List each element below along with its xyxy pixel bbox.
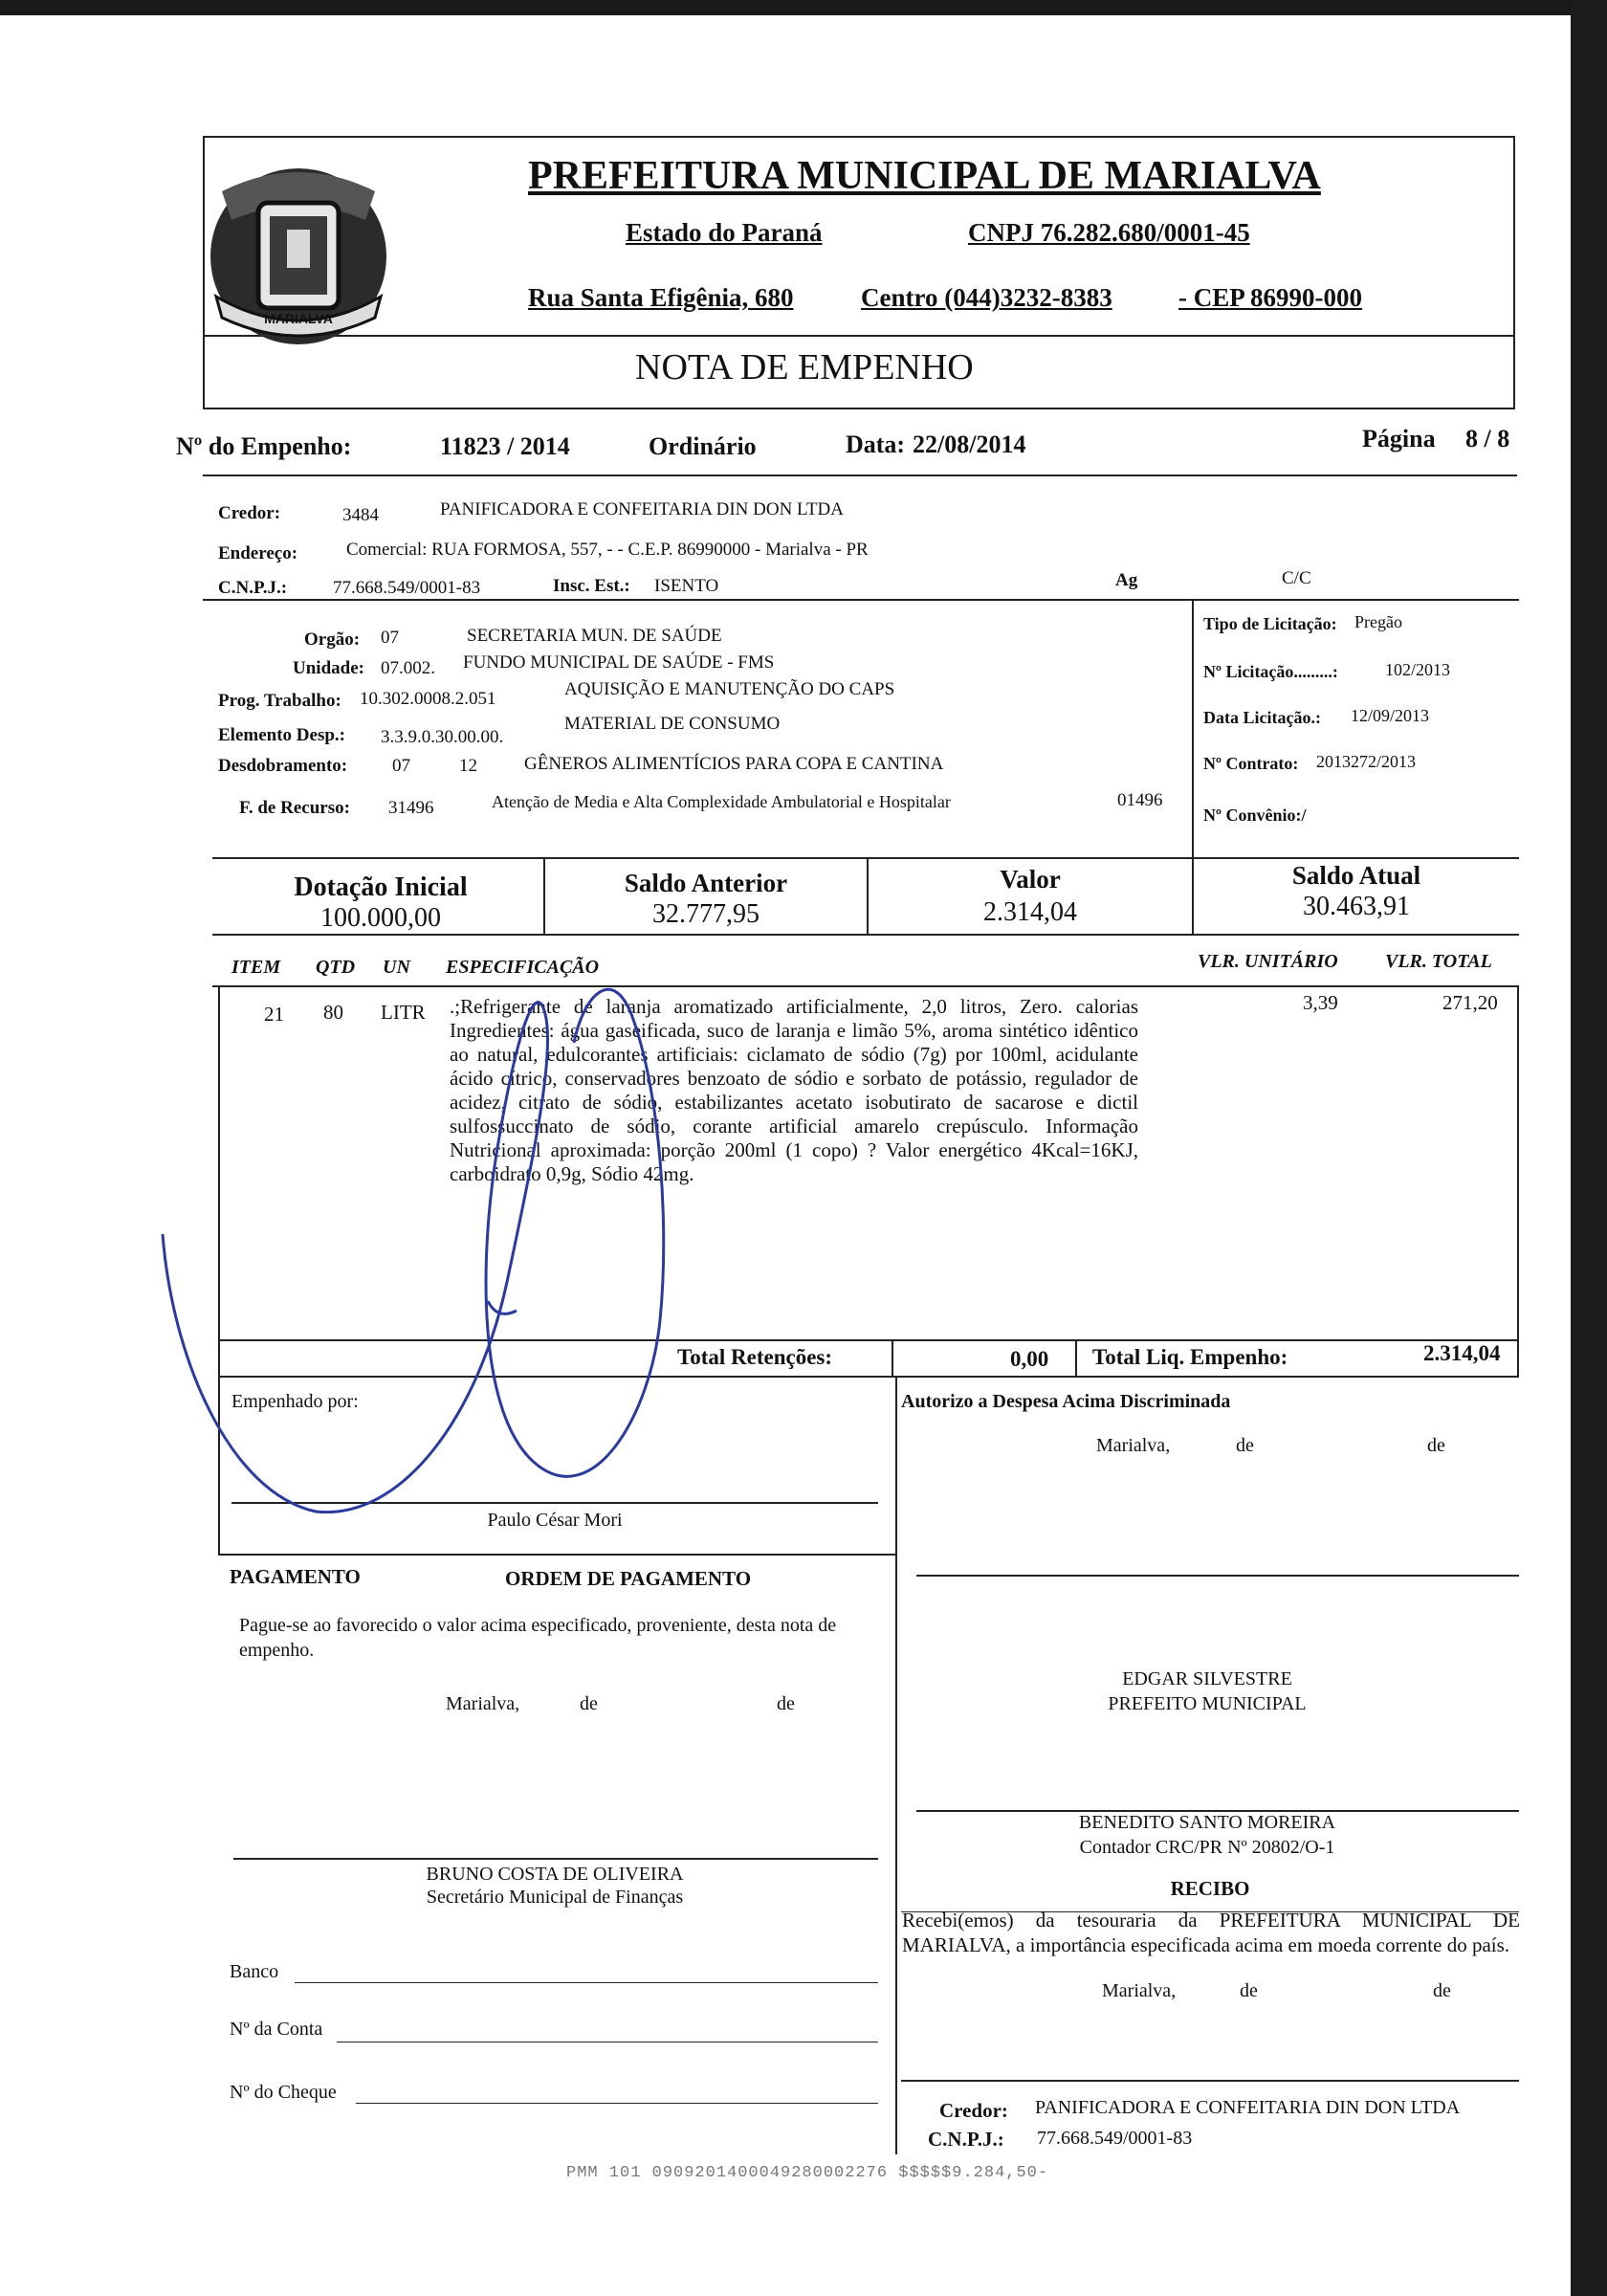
item-total-price: 271,20 — [1442, 991, 1498, 1014]
valor-label: Valor — [1000, 865, 1061, 894]
licitacao-divider — [1192, 601, 1194, 859]
col-spec-header: ESPECIFICAÇÃO — [446, 957, 600, 978]
desdobramento-name: GÊNEROS ALIMENTÍCIOS PARA COPA E CANTINA — [524, 754, 944, 774]
item-specification: .;Refrigerante de laranja aromatizado artificialmente, 2,0 litros, Zero. calorias Ingredientes: água gaseificada, suco de laranja e limão 5%, aroma sintético idêntico ao natural, edulcorantes artificiais: ciclamato de sódio (7g) por 100ml, acidulante ácido cítrico, conservadores benzoato de sódio e sorbato de potássio, regulador de acidez, citrato de sódio, estabilizantes acetato isobutirato de sacarose e dictil sulfossuccinato de sódio, corante artificial amarelo crepúsculo. Informação Nutricional aproximada: porção 200ml (1 copo) ? Valor energético 4Kcal=16KJ, carboidrato 0,9g, Sódio 42mg. — [450, 995, 1138, 1185]
recibo-text: Recebi(emos) da tesouraria da PREFEITURA MUNICIPAL DE MARIALVA, a importância especificada acima em moeda corrente do país. — [902, 1909, 1520, 1956]
page-number: 8 / 8 — [1465, 425, 1510, 453]
credor-address: Comercial: RUA FORMOSA, 557, - - C.E.P. 86990000 - Marialva - PR — [346, 540, 869, 560]
prog-name: AQUISIÇÃO E MANUTENÇÃO DO CAPS — [564, 679, 895, 699]
saldo-atual-value: 30.463,91 — [1303, 892, 1410, 921]
empenhado-label: Empenhado por: — [231, 1391, 359, 1412]
saldos-sep-2 — [867, 857, 869, 936]
banco-line — [295, 1982, 878, 1983]
col-un-header: UN — [383, 957, 410, 978]
credor-name: PANIFICADORA E CONFEITARIA DIN DON LTDA — [440, 499, 844, 519]
footer-machine-code: PMM 101 0909201400049280002276 $$$$$9.284,50- — [566, 2164, 1049, 2182]
recurso-code: 31496 — [388, 798, 434, 818]
ordem-pagamento-label: ORDEM DE PAGAMENTO — [505, 1567, 752, 1590]
convenio-label: Nº Convênio:/ — [1203, 806, 1307, 825]
desdobramento-label: Desdobramento: — [218, 756, 348, 776]
municipal-crest-logo — [203, 153, 394, 352]
items-right-border — [1517, 987, 1519, 1378]
valor-value: 2.314,04 — [983, 897, 1077, 927]
cc-label: C/C — [1282, 568, 1311, 588]
credor-code: 3484 — [342, 505, 379, 525]
dotacao-value: 100.000,00 — [320, 903, 441, 933]
credor-label: Credor: — [218, 503, 281, 523]
pagamento-de-2: de — [777, 1693, 795, 1714]
cheque-label: Nº do Cheque — [230, 2082, 337, 2103]
item-unit: LITR — [381, 1001, 426, 1024]
city-hall-phone: Centro (044)3232-8383 — [861, 283, 1112, 312]
empenhado-signature-line — [231, 1502, 878, 1504]
prog-label: Prog. Trabalho: — [218, 691, 341, 711]
contador-name: BENEDITO SANTO MOREIRA — [1078, 1812, 1336, 1833]
insc-value: ISENTO — [654, 576, 719, 596]
desdobramento-code-2: 12 — [459, 756, 477, 776]
secretario-name: BRUNO COSTA DE OLIVEIRA — [426, 1864, 684, 1885]
recurso-label: F. de Recurso: — [239, 798, 350, 818]
recurso-code-2: 01496 — [1117, 790, 1163, 810]
prefeito-title: PREFEITO MUNICIPAL — [1108, 1693, 1307, 1714]
scan-edge-right — [1571, 0, 1607, 2296]
elemento-label: Elemento Desp.: — [218, 725, 345, 745]
pagamento-top-line — [218, 1554, 895, 1556]
contador-title: Contador CRC/PR Nº 20802/O-1 — [1079, 1837, 1335, 1858]
totals-bottom-line — [218, 1376, 1519, 1378]
saldo-anterior-value: 32.777,95 — [652, 899, 759, 929]
empenho-type: Ordinário — [649, 432, 757, 460]
elemento-code: 3.3.9.0.30.00.00. — [381, 727, 504, 747]
empenho-date: 22/08/2014 — [913, 430, 1026, 458]
pagamento-city: Marialva, — [446, 1693, 520, 1714]
state-name: Estado do Paraná — [626, 218, 823, 247]
retencoes-label: Total Retenções: — [677, 1345, 833, 1369]
recibo-city: Marialva, — [1102, 1980, 1177, 2001]
recibo-de-2: de — [1433, 1980, 1451, 2001]
desdobramento-code-1: 07 — [392, 756, 410, 776]
recibo-cnpj: 77.668.549/0001-83 — [1037, 2128, 1193, 2149]
pagamento-text: Pague-se ao favorecido o valor acima especificado, proveniente, desta nota de empenho. — [239, 1615, 837, 1661]
conta-label: Nº da Conta — [230, 2019, 323, 2040]
saldos-top-line — [212, 857, 1519, 859]
licitacao-date: 12/09/2013 — [1351, 706, 1430, 725]
saldo-atual-label: Saldo Atual — [1291, 861, 1421, 890]
empenho-divider — [203, 475, 1517, 476]
col-item-header: ITEM — [231, 957, 281, 978]
col-qtd-header: QTD — [316, 957, 356, 978]
totals-sep-2 — [1075, 1339, 1077, 1378]
recibo-label: RECIBO — [1170, 1877, 1250, 1900]
recibo-cnpj-label: C.N.P.J.: — [928, 2128, 1004, 2151]
insc-label: Insc. Est.: — [553, 576, 630, 596]
secretario-signature-line — [233, 1858, 878, 1860]
header-divider — [203, 335, 1515, 337]
unidade-code: 07.002. — [381, 658, 435, 678]
licitacao-number-label: Nº Licitação.........: — [1203, 662, 1338, 681]
empenhado-name: Paulo César Mori — [487, 1510, 623, 1531]
city-hall-cep: - CEP 86990-000 — [1178, 283, 1362, 312]
total-liq-label: Total Liq. Empenho: — [1092, 1345, 1288, 1369]
items-left-border — [218, 987, 220, 1554]
col-total-header: VLR. TOTAL — [1385, 951, 1492, 972]
empenho-number-label: Nº do Empenho: — [176, 432, 352, 460]
svg-text:MARIALVA: MARIALVA — [264, 311, 333, 326]
contrato-label: Nº Contrato: — [1203, 754, 1299, 773]
retencoes-value: 0,00 — [1010, 1347, 1049, 1371]
credor-cnpj: 77.668.549/0001-83 — [333, 578, 481, 598]
item-qty: 80 — [323, 1001, 343, 1024]
recurso-name: Atenção de Media e Alta Complexidade Ambulatorial e Hospitalar — [492, 792, 951, 811]
pagamento-de-1: de — [580, 1693, 598, 1714]
autorizo-de-2: de — [1427, 1435, 1445, 1456]
licitacao-date-label: Data Licitação.: — [1203, 708, 1321, 727]
city-hall-title: PREFEITURA MUNICIPAL DE MARIALVA — [528, 154, 1321, 198]
unidade-label: Unidade: — [293, 658, 364, 678]
credor-divider — [203, 599, 1519, 601]
recibo-credor-label: Credor: — [939, 2099, 1008, 2122]
orgao-name: SECRETARIA MUN. DE SAÚDE — [467, 626, 722, 646]
orgao-label: Orgão: — [304, 629, 361, 650]
document-title: NOTA DE EMPENHO — [635, 347, 974, 387]
dotacao-label: Dotação Inicial — [294, 872, 468, 902]
col-unit-header: VLR. UNITÁRIO — [1198, 951, 1338, 972]
secretario-title: Secretário Municipal de Finanças — [426, 1887, 684, 1908]
banco-label: Banco — [230, 1961, 279, 1982]
saldos-sep-1 — [543, 857, 545, 936]
prefeito-signature-line — [916, 1575, 1519, 1577]
licitacao-number: 102/2013 — [1385, 660, 1451, 679]
ag-label: Ag — [1115, 570, 1138, 590]
city-hall-address: Rua Santa Efigênia, 680 — [528, 283, 794, 312]
licitacao-type-label: Tipo de Licitação: — [1203, 614, 1337, 633]
prefeito-name: EDGAR SILVESTRE — [1122, 1668, 1292, 1689]
autorizo-de-1: de — [1236, 1435, 1254, 1456]
cheque-line — [356, 2103, 878, 2104]
recibo-signature-line — [901, 2080, 1519, 2082]
elemento-name: MATERIAL DE CONSUMO — [564, 714, 781, 734]
empenho-date-label: Data: — [846, 430, 906, 458]
pagamento-label: PAGAMENTO — [230, 1565, 361, 1588]
item-unit-price: 3,39 — [1303, 991, 1338, 1014]
licitacao-type: Pregão — [1354, 612, 1402, 631]
page-label: Página — [1362, 425, 1436, 453]
contrato-number: 2013272/2013 — [1316, 752, 1417, 771]
totals-top-line — [218, 1339, 1519, 1341]
city-hall-cnpj: CNPJ 76.282.680/0001-45 — [968, 218, 1250, 247]
address-label: Endereço: — [218, 543, 298, 563]
autorizo-label: Autorizo a Despesa Acima Discriminada — [901, 1391, 1231, 1412]
empenho-number: 11823 / 2014 — [440, 432, 570, 460]
unidade-name: FUNDO MUNICIPAL DE SAÚDE - FMS — [463, 652, 775, 673]
recibo-de-1: de — [1240, 1980, 1258, 2001]
saldos-bottom-line — [212, 934, 1519, 936]
saldo-anterior-label: Saldo Anterior — [624, 869, 788, 897]
saldos-sep-3 — [1192, 857, 1194, 936]
autorizo-city: Marialva, — [1096, 1435, 1171, 1456]
credor-cnpj-label: C.N.P.J.: — [218, 578, 288, 598]
lower-center-divider — [895, 1378, 897, 2154]
recibo-credor-name: PANIFICADORA E CONFEITARIA DIN DON LTDA — [1035, 2097, 1461, 2118]
total-liq-value: 2.314,04 — [1423, 1341, 1501, 1365]
scan-edge-top — [0, 0, 1607, 15]
orgao-code: 07 — [381, 628, 399, 648]
prog-code: 10.302.0008.2.051 — [360, 689, 496, 709]
item-number: 21 — [264, 1003, 284, 1026]
items-header-line — [212, 985, 1519, 987]
totals-sep-1 — [892, 1339, 893, 1378]
